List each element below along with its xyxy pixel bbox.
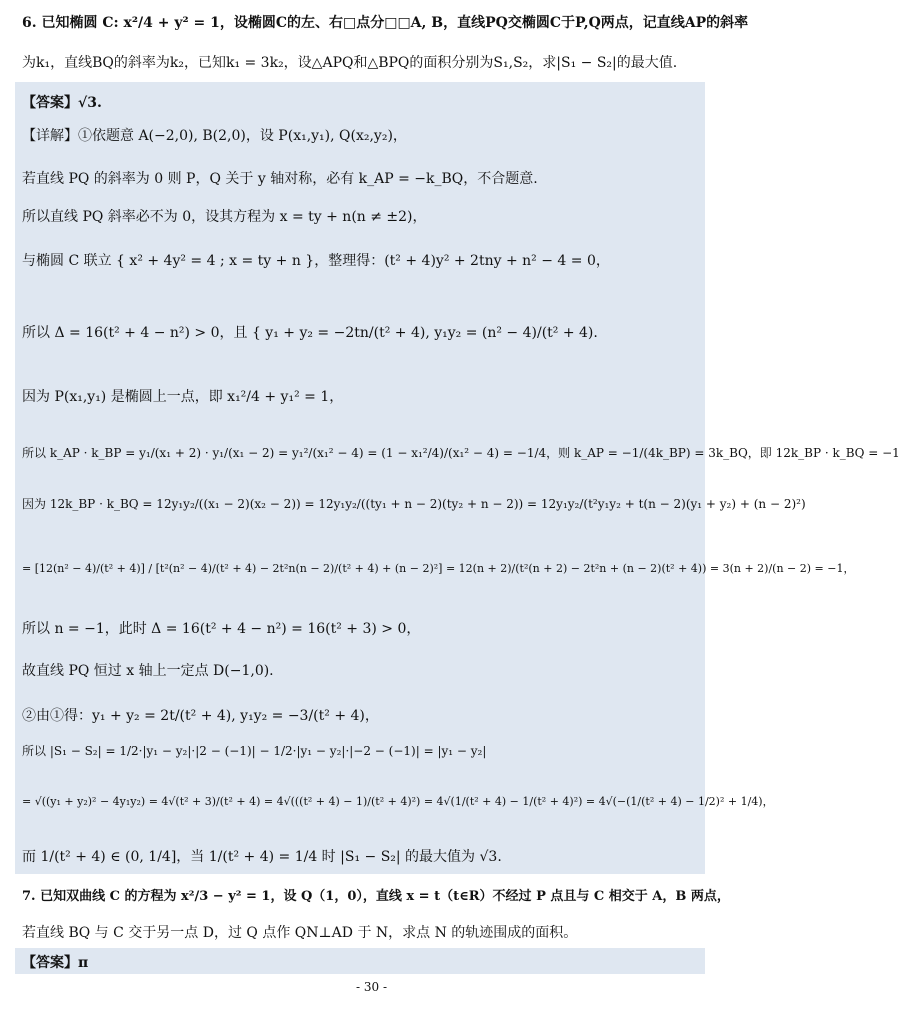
detail-line-1: 【详解】①依题意 A(−2,0), B(2,0)，设 P(x₁,y₁), Q(x₂,y₂)， <box>22 128 407 144</box>
detail-line-7: 所以 k_AP · k_BP = y₁/(x₁ + 2) · y₁/(x₁ − 2) = y₁²/(x₁² − 4) = (1 − x₁²/4)/(x₁² − 4) = −1/4，则 k_AP = −1/(4k_BP) = 3k_BQ，即 12k_BP · k_BQ = −1 <box>22 446 900 460</box>
answer-box-q7 <box>15 948 705 974</box>
answer-line-q6: 【答案】√3. <box>22 95 102 111</box>
detail-line-6: 因为 P(x₁,y₁) 是椭圆上一点，即 x₁²/4 + y₁² = 1， <box>22 389 344 405</box>
detail-line-14: = √((y₁ + y₂)² − 4y₁y₂) = 4√(t² + 3)/(t² + 4) = 4√(((t² + 4) − 1)/(t² + 4)²) = 4√(1/(t² + 4) − 1/(t² + 4)²) = 4√(−(1/(t² + 4) − 1/2)² + 1/4)， <box>22 795 774 808</box>
q6-line-1: 6. 已知椭圆 C: x²/4 + y² = 1，设椭圆C的左、右□点分□□A, B，直线PQ交椭圆C于P,Q两点，记直线AP的斜率 <box>22 15 749 31</box>
detail-line-13: 所以 |S₁ − S₂| = 1/2·|y₁ − y₂|·|2 − (−1)| − 1/2·|y₁ − y₂|·|−2 − (−1)| = |y₁ − y₂| <box>22 744 487 758</box>
detail-line-2: 若直线 PQ 的斜率为 0 则 P，Q 关于 y 轴对称，必有 k_AP = −k_BQ，不合题意. <box>22 171 538 187</box>
detail-line-12: ②由①得：y₁ + y₂ = 2t/(t² + 4), y₁y₂ = −3/(t² + 4)， <box>22 708 379 724</box>
page-number: - 30 - <box>355 980 387 994</box>
q7-line-1: 7. 已知双曲线 C 的方程为 x²/3 − y² = 1，设 Q（1，0），直线 x = t（t∈R）不经过 P 点且与 C 相交于 A，B 两点， <box>22 889 730 904</box>
detail-line-5: 所以 Δ = 16(t² + 4 − n²) > 0，且 { y₁ + y₂ = −2tn/(t² + 4), y₁y₂ = (n² − 4)/(t² + 4). <box>22 325 598 341</box>
detail-line-8: 因为 12k_BP · k_BQ = 12y₁y₂/((x₁ − 2)(x₂ − 2)) = 12y₁y₂/((ty₁ + n − 2)(ty₂ + n − 2)) = 12y₁y₂/(t²y₁y₂ + t(n − 2)(y₁ + y₂) + (n − 2)²) <box>22 497 806 511</box>
detail-line-3: 所以直线 PQ 斜率必不为 0，设其方程为 x = ty + n(n ≠ ±2)， <box>22 209 427 225</box>
q7-line-2: 若直线 BQ 与 C 交于另一点 D，过 Q 点作 QN⊥AD 于 N，求点 N 的轨迹围成的面积。 <box>22 925 578 941</box>
q6-line-2: 为k₁，直线BQ的斜率为k₂，已知k₁ = 3k₂，设△APQ和△BPQ的面积分别为S₁,S₂，求|S₁ − S₂|的最大值. <box>22 55 678 71</box>
detail-line-11: 故直线 PQ 恒过 x 轴上一定点 D(−1,0). <box>22 663 274 679</box>
detail-line-4: 与椭圆 C 联立 { x² + 4y² = 4 ; x = ty + n }，整理得：(t² + 4)y² + 2tny + n² − 4 = 0， <box>22 253 610 269</box>
detail-line-15: 而 1/(t² + 4) ∈ (0, 1/4]，当 1/(t² + 4) = 1/4 时 |S₁ − S₂| 的最大值为 √3. <box>22 849 502 865</box>
detail-line-9: = [12(n² − 4)/(t² + 4)] / [t²(n² − 4)/(t² + 4) − 2t²n(n − 2)/(t² + 4) + (n − 2)²] = 12(n + 2)/(t²(n + 2) − 2t²n + (n − 2)(t² + 4)) = 3(n + 2)/(n − 2) = −1， <box>22 562 855 575</box>
answer-line-q7: 【答案】π <box>22 955 89 971</box>
detail-line-10: 所以 n = −1，此时 Δ = 16(t² + 4 − n²) = 16(t² + 3) > 0， <box>22 621 421 637</box>
